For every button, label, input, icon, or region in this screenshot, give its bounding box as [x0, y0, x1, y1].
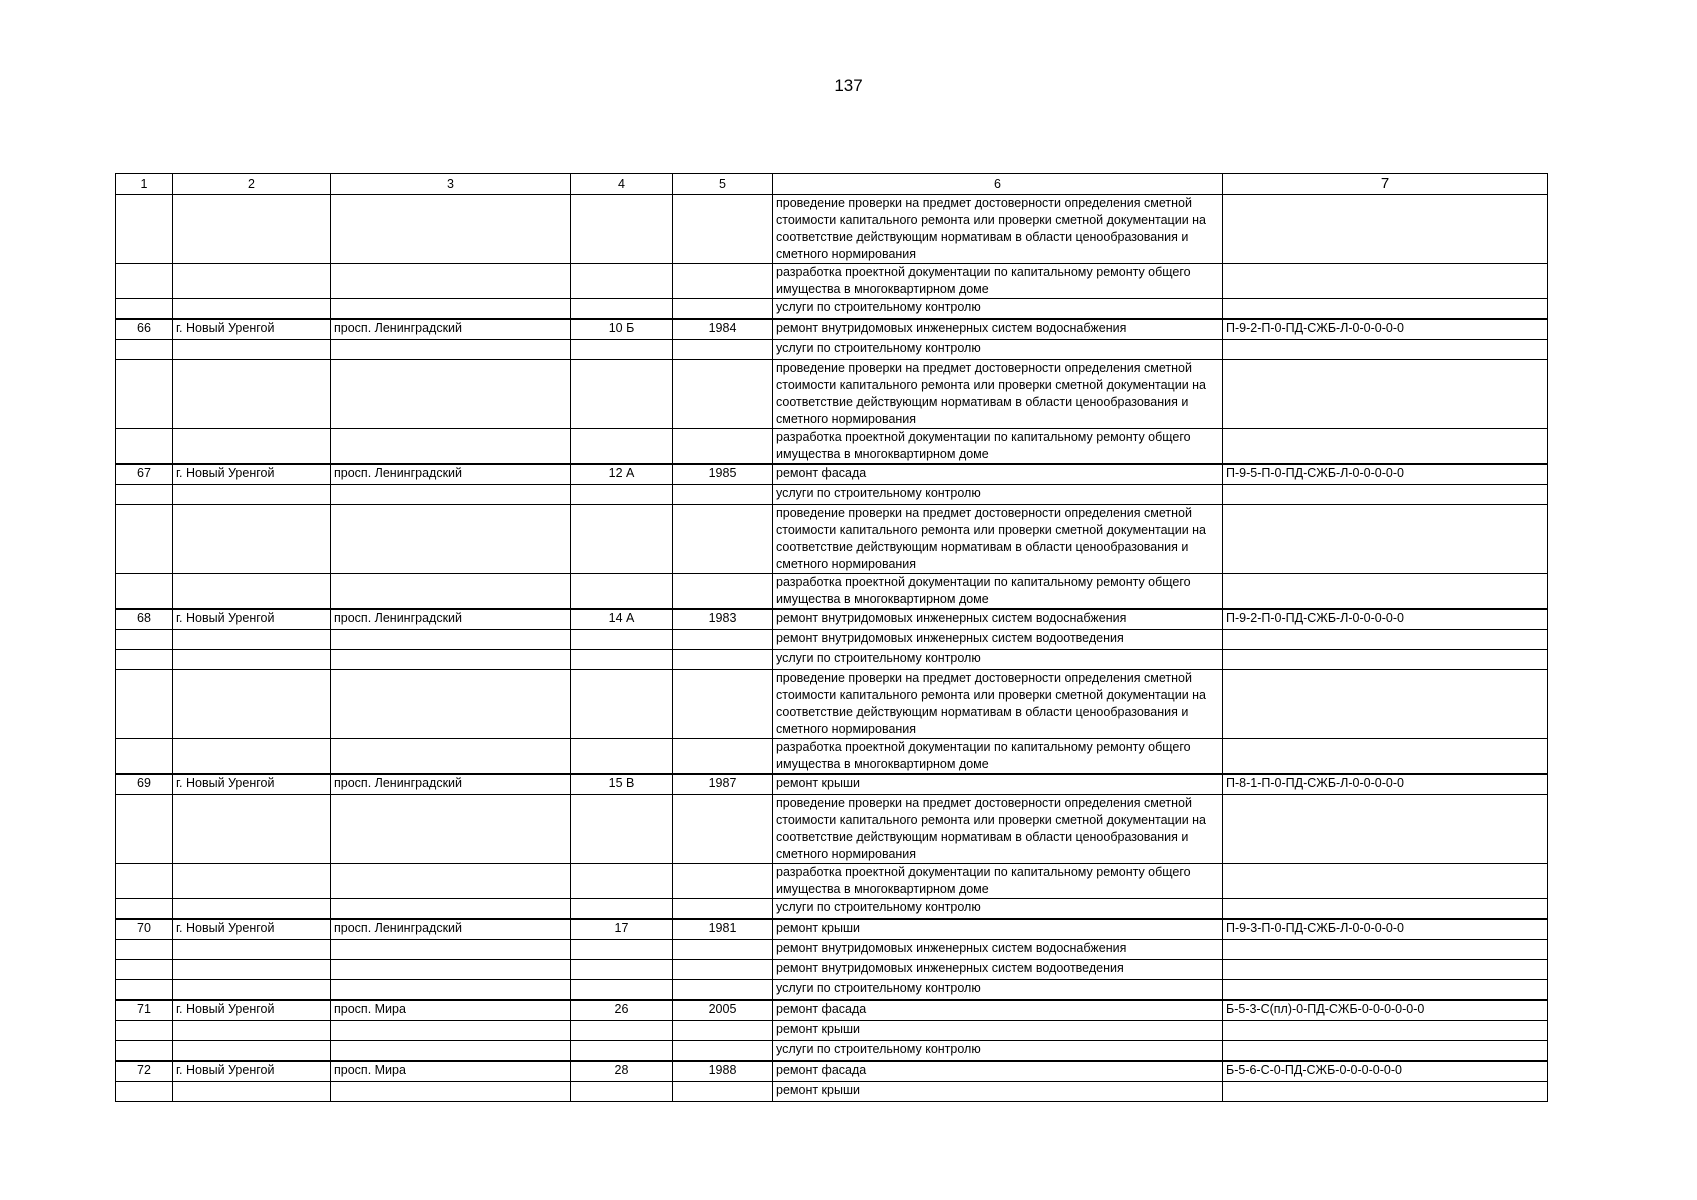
cell-number [116, 264, 173, 299]
table-row [116, 940, 1548, 960]
cell-house [571, 940, 673, 960]
cell-work-type: разработка проектной документации по капитальному ремонту общего имущества в многоквартирном доме [773, 864, 1223, 899]
cell-street [331, 980, 571, 1001]
cell-code: П-9-3-П-0-ПД-СЖБ-Л-0-0-0-0-0 [1223, 919, 1548, 940]
cell-number [116, 739, 173, 775]
column-header-4: 4 [571, 174, 673, 195]
cell-year [673, 650, 773, 670]
cell-year [673, 630, 773, 650]
cell-work-type: услуги по строительному контролю [773, 650, 1223, 670]
cell-work-type: ремонт внутридомовых инженерных систем водоснабжения [773, 609, 1223, 630]
cell-house [571, 505, 673, 574]
cell-city [173, 795, 331, 864]
cell-city: г. Новый Уренгой [173, 919, 331, 940]
cell-street [331, 899, 571, 920]
table-row [116, 264, 1548, 299]
cell-city [173, 670, 331, 739]
cell-year [673, 360, 773, 429]
cell-year [673, 980, 773, 1001]
cell-work-type: услуги по строительному контролю [773, 899, 1223, 920]
cell-code: П-8-1-П-0-ПД-СЖБ-Л-0-0-0-0-0 [1223, 774, 1548, 795]
cell-code [1223, 574, 1548, 610]
column-header-6: 6 [773, 174, 1223, 195]
column-header-1: 1 [116, 174, 173, 195]
cell-year [673, 429, 773, 465]
cell-house [571, 795, 673, 864]
cell-year [673, 299, 773, 320]
cell-house [571, 429, 673, 465]
cell-code [1223, 670, 1548, 739]
cell-city [173, 1021, 331, 1041]
cell-year [673, 960, 773, 980]
cell-street [331, 795, 571, 864]
cell-year: 1988 [673, 1061, 773, 1082]
cell-year [673, 340, 773, 360]
table-row [116, 319, 1548, 340]
cell-city: г. Новый Уренгой [173, 774, 331, 795]
cell-number [116, 485, 173, 505]
cell-house [571, 739, 673, 775]
cell-work-type: проведение проверки на предмет достоверности определения сметной стоимости капитального ремонта или проверки сметной документации на соответствие действующим нормативам в области ценообразования и сметного нормирования [773, 195, 1223, 264]
cell-code [1223, 1021, 1548, 1041]
cell-code: П-9-2-П-0-ПД-СЖБ-Л-0-0-0-0-0 [1223, 319, 1548, 340]
cell-city [173, 1082, 331, 1102]
cell-city [173, 630, 331, 650]
table-row [116, 980, 1548, 1001]
cell-work-type: проведение проверки на предмет достоверности определения сметной стоимости капитального ремонта или проверки сметной документации на соответствие действующим нормативам в области ценообразования и сметного нормирования [773, 505, 1223, 574]
cell-house [571, 960, 673, 980]
cell-house [571, 980, 673, 1001]
cell-number [116, 795, 173, 864]
cell-city [173, 299, 331, 320]
cell-code [1223, 864, 1548, 899]
cell-year: 2005 [673, 1000, 773, 1021]
page-number: 137 [834, 76, 863, 95]
column-number-header-row [116, 174, 1548, 195]
cell-house: 10 Б [571, 319, 673, 340]
cell-house [571, 299, 673, 320]
cell-number [116, 574, 173, 610]
cell-street [331, 940, 571, 960]
cell-number [116, 670, 173, 739]
cell-city [173, 980, 331, 1001]
cell-work-type: ремонт крыши [773, 1021, 1223, 1041]
cell-work-type: разработка проектной документации по капитальному ремонту общего имущества в многоквартирном доме [773, 574, 1223, 610]
cell-number [116, 980, 173, 1001]
cell-code [1223, 960, 1548, 980]
cell-street [331, 650, 571, 670]
cell-year [673, 485, 773, 505]
cell-year [673, 795, 773, 864]
cell-street [331, 505, 571, 574]
cell-street [331, 864, 571, 899]
cell-city [173, 650, 331, 670]
cell-city [173, 940, 331, 960]
cell-house [571, 574, 673, 610]
cell-number: 68 [116, 609, 173, 630]
cell-work-type: проведение проверки на предмет достоверности определения сметной стоимости капитального ремонта или проверки сметной документации на соответствие действующим нормативам в области ценообразования и сметного нормирования [773, 360, 1223, 429]
cell-street: просп. Ленинградский [331, 774, 571, 795]
cell-year: 1981 [673, 919, 773, 940]
cell-street [331, 195, 571, 264]
cell-work-type: ремонт внутридомовых инженерных систем водоснабжения [773, 319, 1223, 340]
cell-street [331, 739, 571, 775]
cell-year [673, 899, 773, 920]
table-row [116, 574, 1548, 610]
cell-street: просп. Ленинградский [331, 464, 571, 485]
cell-code [1223, 1082, 1548, 1102]
cell-number [116, 940, 173, 960]
table-row [116, 864, 1548, 899]
cell-house [571, 650, 673, 670]
cell-code [1223, 505, 1548, 574]
table-row [116, 1021, 1548, 1041]
cell-number [116, 1021, 173, 1041]
cell-number [116, 899, 173, 920]
cell-city [173, 429, 331, 465]
cell-house [571, 485, 673, 505]
cell-year [673, 1021, 773, 1041]
cell-work-type: ремонт фасада [773, 464, 1223, 485]
cell-house [571, 340, 673, 360]
cell-number [116, 195, 173, 264]
cell-street [331, 429, 571, 465]
cell-year [673, 264, 773, 299]
cell-code: Б-5-6-С-0-ПД-СЖБ-0-0-0-0-0-0 [1223, 1061, 1548, 1082]
table-row [116, 919, 1548, 940]
cell-year [673, 574, 773, 610]
cell-street: просп. Ленинградский [331, 609, 571, 630]
cell-number [116, 960, 173, 980]
cell-year [673, 940, 773, 960]
cell-code [1223, 299, 1548, 320]
cell-house: 14 А [571, 609, 673, 630]
cell-code [1223, 1041, 1548, 1062]
cell-house [571, 1041, 673, 1062]
cell-city: г. Новый Уренгой [173, 1061, 331, 1082]
cell-work-type: разработка проектной документации по капитальному ремонту общего имущества в многоквартирном доме [773, 739, 1223, 775]
column-header-2: 2 [173, 174, 331, 195]
cell-work-type: ремонт крыши [773, 919, 1223, 940]
table-row [116, 505, 1548, 574]
cell-house [571, 264, 673, 299]
table-row [116, 1061, 1548, 1082]
table-row [116, 795, 1548, 864]
cell-street [331, 1082, 571, 1102]
cell-year: 1987 [673, 774, 773, 795]
cell-work-type: разработка проектной документации по капитальному ремонту общего имущества в многоквартирном доме [773, 429, 1223, 465]
cell-code: П-9-5-П-0-ПД-СЖБ-Л-0-0-0-0-0 [1223, 464, 1548, 485]
cell-work-type: услуги по строительному контролю [773, 485, 1223, 505]
cell-work-type: услуги по строительному контролю [773, 299, 1223, 320]
table-row [116, 630, 1548, 650]
cell-city: г. Новый Уренгой [173, 319, 331, 340]
cell-work-type: услуги по строительному контролю [773, 340, 1223, 360]
table-row [116, 1041, 1548, 1062]
cell-code [1223, 485, 1548, 505]
cell-year [673, 1082, 773, 1102]
cell-year [673, 195, 773, 264]
table-row [116, 485, 1548, 505]
cell-work-type: проведение проверки на предмет достоверности определения сметной стоимости капитального ремонта или проверки сметной документации на соответствие действующим нормативам в области ценообразования и сметного нормирования [773, 795, 1223, 864]
cell-number: 69 [116, 774, 173, 795]
column-header-5: 5 [673, 174, 773, 195]
cell-work-type: ремонт фасада [773, 1061, 1223, 1082]
cell-code: П-9-2-П-0-ПД-СЖБ-Л-0-0-0-0-0 [1223, 609, 1548, 630]
repair-register-table [115, 173, 1548, 1102]
cell-street [331, 574, 571, 610]
cell-street [331, 670, 571, 739]
cell-work-type: ремонт фасада [773, 1000, 1223, 1021]
cell-house [571, 630, 673, 650]
table-row [116, 429, 1548, 465]
table-row [116, 464, 1548, 485]
cell-number [116, 299, 173, 320]
cell-street [331, 960, 571, 980]
table-row [116, 1082, 1548, 1102]
cell-number [116, 1041, 173, 1062]
cell-city: г. Новый Уренгой [173, 609, 331, 630]
cell-code [1223, 630, 1548, 650]
cell-work-type: ремонт внутридомовых инженерных систем водоснабжения [773, 940, 1223, 960]
cell-work-type: услуги по строительному контролю [773, 1041, 1223, 1062]
cell-house: 28 [571, 1061, 673, 1082]
cell-city [173, 485, 331, 505]
table-row [116, 670, 1548, 739]
table-row [116, 650, 1548, 670]
cell-year [673, 864, 773, 899]
cell-street [331, 1021, 571, 1041]
cell-city: г. Новый Уренгой [173, 464, 331, 485]
table-row [116, 899, 1548, 920]
cell-number [116, 1082, 173, 1102]
table-row [116, 299, 1548, 320]
column-header-3: 3 [331, 174, 571, 195]
cell-street [331, 360, 571, 429]
cell-number: 72 [116, 1061, 173, 1082]
table-row [116, 195, 1548, 264]
cell-city [173, 505, 331, 574]
cell-house: 15 В [571, 774, 673, 795]
cell-house [571, 360, 673, 429]
cell-city [173, 1041, 331, 1062]
cell-house [571, 670, 673, 739]
cell-city [173, 264, 331, 299]
cell-number [116, 505, 173, 574]
cell-number: 66 [116, 319, 173, 340]
cell-year [673, 505, 773, 574]
cell-year: 1983 [673, 609, 773, 630]
table-row [116, 340, 1548, 360]
cell-number: 67 [116, 464, 173, 485]
cell-number [116, 360, 173, 429]
cell-code [1223, 195, 1548, 264]
cell-street [331, 264, 571, 299]
cell-number [116, 864, 173, 899]
cell-street [331, 630, 571, 650]
cell-number [116, 650, 173, 670]
cell-code [1223, 650, 1548, 670]
cell-street [331, 340, 571, 360]
cell-code [1223, 340, 1548, 360]
table-row [116, 609, 1548, 630]
cell-work-type: ремонт внутридомовых инженерных систем водоотведения [773, 630, 1223, 650]
table-row [116, 960, 1548, 980]
cell-city [173, 864, 331, 899]
cell-street [331, 485, 571, 505]
cell-house [571, 864, 673, 899]
cell-work-type: ремонт крыши [773, 774, 1223, 795]
cell-street: просп. Мира [331, 1061, 571, 1082]
cell-year: 1985 [673, 464, 773, 485]
cell-work-type: проведение проверки на предмет достоверности определения сметной стоимости капитального ремонта или проверки сметной документации на соответствие действующим нормативам в области ценообразования и сметного нормирования [773, 670, 1223, 739]
cell-code: Б-5-3-С(пл)-0-ПД-СЖБ-0-0-0-0-0-0 [1223, 1000, 1548, 1021]
cell-street [331, 299, 571, 320]
cell-code [1223, 360, 1548, 429]
cell-code [1223, 940, 1548, 960]
table-row [116, 360, 1548, 429]
cell-house [571, 1082, 673, 1102]
cell-year [673, 1041, 773, 1062]
table-row [116, 774, 1548, 795]
cell-city [173, 195, 331, 264]
cell-house [571, 1021, 673, 1041]
cell-work-type: услуги по строительному контролю [773, 980, 1223, 1001]
cell-number [116, 340, 173, 360]
table-row [116, 739, 1548, 775]
cell-code [1223, 899, 1548, 920]
cell-number [116, 630, 173, 650]
cell-house [571, 195, 673, 264]
cell-city [173, 960, 331, 980]
cell-street: просп. Ленинградский [331, 319, 571, 340]
cell-work-type: ремонт крыши [773, 1082, 1223, 1102]
cell-code [1223, 980, 1548, 1001]
table-body [116, 195, 1548, 1102]
cell-street: просп. Мира [331, 1000, 571, 1021]
table-row [116, 1000, 1548, 1021]
cell-year [673, 670, 773, 739]
cell-year: 1984 [673, 319, 773, 340]
cell-street: просп. Ленинградский [331, 919, 571, 940]
cell-city [173, 360, 331, 429]
cell-city: г. Новый Уренгой [173, 1000, 331, 1021]
cell-code [1223, 795, 1548, 864]
cell-city [173, 574, 331, 610]
cell-code [1223, 739, 1548, 775]
cell-work-type: разработка проектной документации по капитальному ремонту общего имущества в многоквартирном доме [773, 264, 1223, 299]
cell-work-type: ремонт внутридомовых инженерных систем водоотведения [773, 960, 1223, 980]
column-header-7: 7 [1223, 174, 1548, 195]
cell-code [1223, 264, 1548, 299]
cell-city [173, 340, 331, 360]
cell-year [673, 739, 773, 775]
cell-house: 12 А [571, 464, 673, 485]
cell-street [331, 1041, 571, 1062]
cell-number [116, 429, 173, 465]
cell-house [571, 899, 673, 920]
cell-number: 71 [116, 1000, 173, 1021]
cell-house: 26 [571, 1000, 673, 1021]
cell-city [173, 739, 331, 775]
cell-number: 70 [116, 919, 173, 940]
cell-city [173, 899, 331, 920]
cell-code [1223, 429, 1548, 465]
cell-house: 17 [571, 919, 673, 940]
